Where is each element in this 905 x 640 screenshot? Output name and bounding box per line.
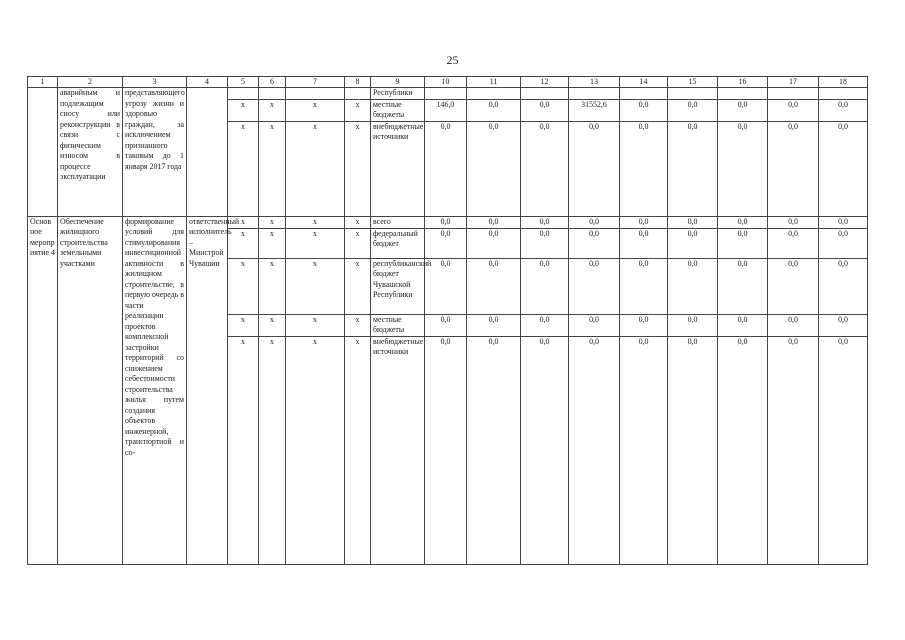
code-cell: х [228, 121, 259, 216]
value-cell: 0,0 [668, 314, 718, 336]
column-number-row [28, 77, 868, 88]
value-cell: 0,0 [668, 99, 718, 121]
column-number-18: 18 [819, 77, 868, 88]
task-description-cell: представляющего угрозу жизни и здоровью граждан, за исключением признанного таковым до 1 января 2017 года [123, 88, 187, 217]
column-number-4: 4 [187, 77, 228, 88]
code-cell: х [259, 258, 286, 314]
value-cell: 0,0 [521, 121, 569, 216]
value-cell: 0,0 [768, 228, 819, 258]
code-cell: х [345, 99, 371, 121]
value-cell: 0,0 [467, 228, 521, 258]
funding-source-cell: федеральный бюджет [371, 228, 425, 258]
value-cell: 0,0 [768, 314, 819, 336]
value-cell: 0,0 [718, 121, 768, 216]
page-number: 25 [446, 53, 459, 67]
value-cell: 0,0 [819, 216, 868, 228]
code-cell: х [286, 121, 345, 216]
column-number-5: 5 [228, 77, 259, 88]
code-cell: х [286, 314, 345, 336]
code-cell: х [286, 336, 345, 564]
code-cell: х [259, 216, 286, 228]
value-cell: 0,0 [467, 258, 521, 314]
code-cell: х [345, 228, 371, 258]
value-cell [467, 88, 521, 100]
code-cell: х [286, 258, 345, 314]
value-cell: 0,0 [718, 314, 768, 336]
value-cell: 0,0 [718, 336, 768, 564]
value-cell: 0,0 [819, 258, 868, 314]
column-number-9: 9 [371, 77, 425, 88]
value-cell: 146,0 [425, 99, 467, 121]
code-cell [286, 88, 345, 100]
funding-source-cell: Республики [371, 88, 425, 100]
column-number-15: 15 [668, 77, 718, 88]
value-cell: 0,0 [620, 99, 668, 121]
column-number-6: 6 [259, 77, 286, 88]
funding-source-cell: всего [371, 216, 425, 228]
value-cell [425, 88, 467, 100]
code-cell: х [345, 121, 371, 216]
value-cell: 0,0 [768, 99, 819, 121]
value-cell: 0,0 [425, 336, 467, 564]
value-cell [718, 88, 768, 100]
value-cell: 0,0 [620, 314, 668, 336]
funding-source-cell: местные бюджеты [371, 99, 425, 121]
code-cell: х [345, 258, 371, 314]
table-row [28, 88, 868, 100]
column-number-8: 8 [345, 77, 371, 88]
value-cell: 0,0 [668, 228, 718, 258]
value-cell [620, 88, 668, 100]
value-cell: 0,0 [521, 314, 569, 336]
value-cell [569, 88, 620, 100]
value-cell: 0,0 [569, 336, 620, 564]
value-cell: 0,0 [569, 216, 620, 228]
value-cell [521, 88, 569, 100]
value-cell: 0,0 [467, 216, 521, 228]
code-cell: х [228, 258, 259, 314]
column-number-3: 3 [123, 77, 187, 88]
value-cell: 0,0 [521, 258, 569, 314]
value-cell: 0,0 [467, 314, 521, 336]
value-cell: 0,0 [718, 216, 768, 228]
value-cell: 0,0 [819, 314, 868, 336]
value-cell: 0,0 [521, 99, 569, 121]
code-cell: х [228, 99, 259, 121]
column-number-14: 14 [620, 77, 668, 88]
value-cell: 0,0 [668, 121, 718, 216]
code-cell [259, 88, 286, 100]
value-cell: 0,0 [718, 258, 768, 314]
value-cell: 0,0 [620, 258, 668, 314]
code-cell: х [228, 314, 259, 336]
value-cell: 0,0 [620, 216, 668, 228]
value-cell: 0,0 [768, 336, 819, 564]
value-cell: 0,0 [620, 121, 668, 216]
column-number-17: 17 [768, 77, 819, 88]
column-number-10: 10 [425, 77, 467, 88]
task-description-cell: формирование условий для стимулирования инвестиционной активности в жилищном строительстве, в первую очередь в части реализации проектов комплексной застройки территорий со снижением себестоимости строительства жилья путем создания объектов инженерной, транспортной и со- [123, 216, 187, 564]
code-cell [228, 88, 259, 100]
column-number-7: 7 [286, 77, 345, 88]
value-cell [819, 88, 868, 100]
code-cell: х [286, 99, 345, 121]
funding-source-cell: республиканский бюджет Чувашской Республики [371, 258, 425, 314]
value-cell: 0,0 [467, 336, 521, 564]
value-cell: 0,0 [718, 228, 768, 258]
value-cell [768, 88, 819, 100]
value-cell: 0,0 [819, 336, 868, 564]
measure-name-cell: Обеспечение жилищного строительства земельными участками [58, 216, 123, 564]
measure-name-cell: аварийным и подлежащим сносу или реконструкции в связи с физическим износом в процессе эксплуатации [58, 88, 123, 217]
column-number-16: 16 [718, 77, 768, 88]
measure-number-cell: Основное мероприятие 4 [28, 216, 58, 564]
value-cell: 0,0 [467, 99, 521, 121]
value-cell: 0,0 [819, 228, 868, 258]
value-cell: 0,0 [425, 121, 467, 216]
value-cell: 0,0 [668, 336, 718, 564]
executor-cell: ответственный исполнитель – Минстрой Чувашии [187, 216, 228, 564]
value-cell: 0,0 [425, 314, 467, 336]
code-cell: х [345, 216, 371, 228]
code-cell: х [259, 336, 286, 564]
value-cell: 0,0 [819, 121, 868, 216]
measure-number-cell [28, 88, 58, 217]
code-cell: х [259, 121, 286, 216]
code-cell: х [228, 336, 259, 564]
column-number-12: 12 [521, 77, 569, 88]
value-cell: 0,0 [819, 99, 868, 121]
column-number-2: 2 [58, 77, 123, 88]
column-number-13: 13 [569, 77, 620, 88]
value-cell: 0,0 [521, 216, 569, 228]
value-cell: 0,0 [569, 228, 620, 258]
code-cell: х [259, 99, 286, 121]
value-cell: 31552,6 [569, 99, 620, 121]
value-cell: 0,0 [620, 336, 668, 564]
value-cell: 0,0 [521, 228, 569, 258]
value-cell: 0,0 [569, 314, 620, 336]
code-cell: х [259, 314, 286, 336]
code-cell: х [286, 228, 345, 258]
column-number-11: 11 [467, 77, 521, 88]
value-cell: 0,0 [425, 216, 467, 228]
code-cell: х [228, 228, 259, 258]
value-cell: 0,0 [768, 121, 819, 216]
code-cell: х [259, 228, 286, 258]
funding-source-cell: местные бюджеты [371, 314, 425, 336]
code-cell: х [345, 314, 371, 336]
value-cell: 0,0 [521, 336, 569, 564]
funding-source-cell: внебюджетные источники [371, 121, 425, 216]
funding-source-cell: внебюджетные источники [371, 336, 425, 564]
value-cell: 0,0 [768, 216, 819, 228]
value-cell: 0,0 [425, 258, 467, 314]
value-cell: 0,0 [668, 216, 718, 228]
code-cell: х [228, 216, 259, 228]
code-cell: х [286, 216, 345, 228]
code-cell [345, 88, 371, 100]
value-cell: 0,0 [620, 228, 668, 258]
table-row [28, 216, 868, 228]
value-cell [668, 88, 718, 100]
budget-table [27, 76, 868, 565]
value-cell: 0,0 [467, 121, 521, 216]
value-cell: 0,0 [768, 258, 819, 314]
column-number-1: 1 [28, 77, 58, 88]
code-cell: х [345, 336, 371, 564]
value-cell: 0,0 [668, 258, 718, 314]
value-cell: 0,0 [569, 258, 620, 314]
value-cell: 0,0 [569, 121, 620, 216]
executor-cell [187, 88, 228, 217]
value-cell: 0,0 [425, 228, 467, 258]
value-cell: 0,0 [718, 99, 768, 121]
